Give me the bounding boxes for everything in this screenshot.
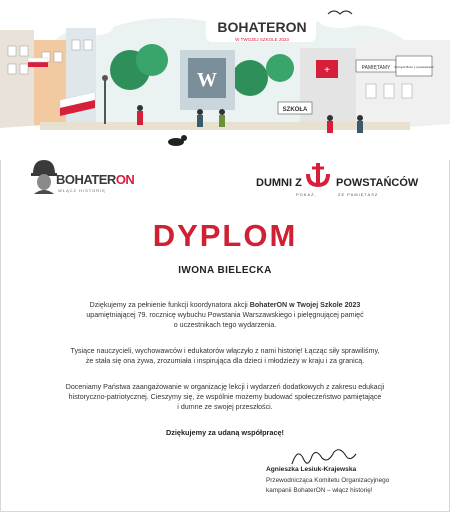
recipient-name: IWONA BIELECKA xyxy=(178,265,272,276)
signer-role-1: Przewodnicząca Komitetu Organizacyjnego xyxy=(266,477,390,484)
signature-block xyxy=(258,442,428,502)
diploma-title: DYPLOM xyxy=(152,218,298,253)
brand-subtitle: WŁĄCZ HISTORIĘ xyxy=(58,188,106,193)
banner-sign-card: Szczęść Boże z powstańcami xyxy=(394,65,434,69)
banner-logo-subtitle: W TWOJEJ SZKOLE 2023 xyxy=(235,37,289,42)
logo-text-right: POWSTAŃCÓW xyxy=(336,177,419,189)
dumni-z-powstancow-logo xyxy=(256,160,426,210)
signer-name: Agnieszka Lesiuk-Krajewska xyxy=(266,466,357,473)
banner-sign-pamietamy: PAMIĘTAMY xyxy=(361,65,391,71)
brand-name: BOHATERON xyxy=(56,172,135,187)
banner-logo-text: BOHATERON xyxy=(217,19,307,35)
paragraph-coordinator: Dziękujemy za pełnienie funkcji koordynatora akcji BohaterON w Twojej Szkole 2023 upamiętniającej 79. rocznicę wybuchu Powstania Warszawskiego i pielęgnującej pamięć o uczestnikach tego wydarzenia. xyxy=(86,301,364,329)
bohateron-logo xyxy=(30,154,140,204)
handwritten-signature xyxy=(288,442,358,468)
banner-illustration xyxy=(0,0,450,160)
paragraph-appreciation: Doceniamy Państwa zaangażowanie w organizację lekcji i wydarzeń dodatkowych z zakresu edukacji historyczno-patriotycznej. Cieszymy się, że wspólnie możemy budować społeczeństwo pamiętające i dumne ze swojej przeszłości. xyxy=(65,383,385,411)
svg-text:+: + xyxy=(324,65,330,76)
logo-text-left: DUMNI Z xyxy=(256,177,302,189)
anchor-sign-icon xyxy=(304,160,332,188)
signer-role-2: kampanii BohaterON – włącz historię! xyxy=(266,487,373,494)
thanks-line: Dziękujemy za udaną współpracę! xyxy=(165,428,284,437)
paragraph-teachers: Tysiące nauczycieli, wychowawców i edukatorów włączyło z nami historię! Łącząc siły sprawiliśmy, że stała się ona żywa, zrozumiała i inspirująca dla dzieci i młodzieży w kraju i za granicą. xyxy=(70,347,380,365)
soldier-helmet-icon xyxy=(30,158,58,194)
logo-tag-left: POKAŻ, xyxy=(296,192,317,197)
svg-text:W: W xyxy=(197,69,217,91)
logo-tag-right: ŻE PAMIĘTASZ xyxy=(338,192,379,197)
banner-sign-szkola: SZKOŁA xyxy=(282,107,308,113)
